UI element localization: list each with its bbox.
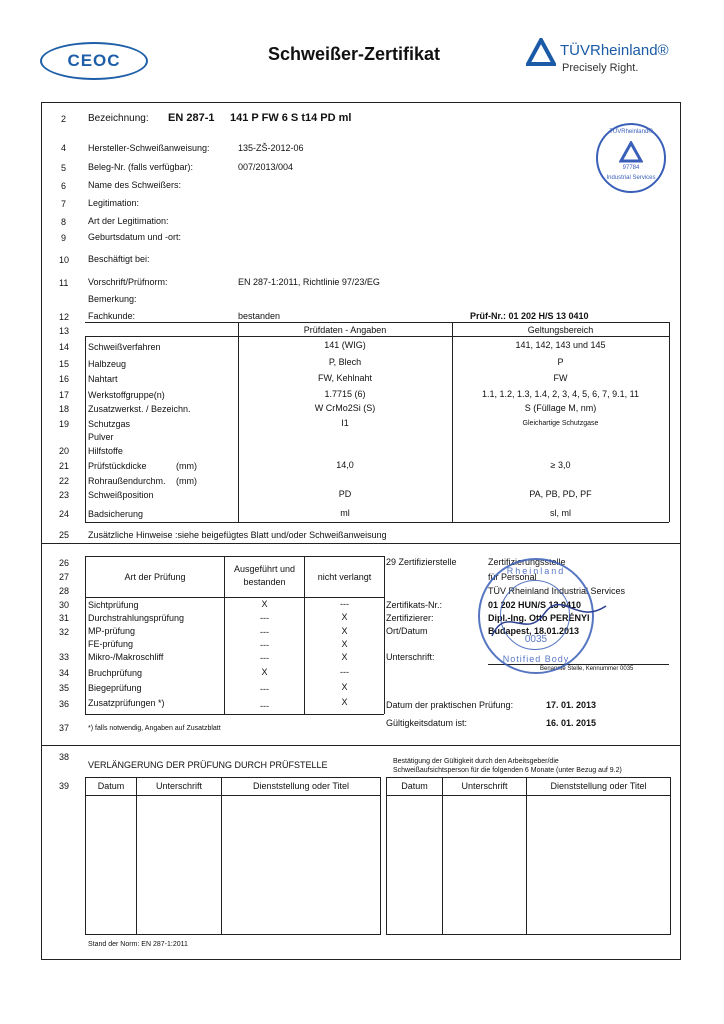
bezeichnung-value: 141 P FW 6 S t14 PD ml [230, 112, 352, 124]
t2-n-sicht: --- [340, 599, 349, 609]
cert-nr-value: 01 202 HUN/S 13 0410 [488, 600, 582, 610]
row-number: 24 [59, 509, 70, 519]
row-number: 17 [59, 390, 70, 400]
t1-label-hilfstoffe: Hilfstoffe [88, 446, 123, 456]
row-number: 23 [59, 490, 70, 500]
ext-left-col-unterschrift: Unterschrift [155, 781, 202, 791]
t2-label-fe: FE-prüfung [88, 639, 134, 649]
ceoc-logo [40, 42, 148, 80]
vorschrift-value: EN 287-1:2011, Richtlinie 97/23/EG [238, 277, 380, 287]
t1-pruef-halbzeug: P, Blech [328, 357, 362, 367]
table1-right-border [669, 322, 670, 522]
row-number: 18 [59, 404, 70, 414]
t2-a-durch: --- [260, 613, 269, 623]
tuv-stamp-triangle-icon [619, 141, 643, 163]
stamp-top-line-3: Industrial Services [606, 175, 656, 181]
t2-label-bruch: Bruchprüfung [88, 668, 143, 678]
row-number: 27 [59, 572, 70, 582]
extension-right-title-2: Schweißaufsichtsperson für die folgenden 6 Monate (unter Bezug auf 9.2) [393, 767, 622, 774]
t2-label-durch: Durchstrahlungsprüfung [88, 613, 185, 623]
beschaeftigt-label: Beschäftigt bei: [88, 254, 150, 264]
row-number: 36 [59, 699, 70, 709]
hersteller-label: Hersteller-Schweißanweisung: [88, 143, 210, 153]
row-number: 22 [59, 476, 70, 486]
cert-ort-label: Ort/Datum [386, 626, 428, 636]
t1-geltung-position: PA, PB, PD, PF [529, 489, 592, 499]
t2-a-biege: --- [260, 684, 269, 694]
ext-right-col-unterschrift: Unterschrift [461, 781, 508, 791]
table2-head-ausgefuehrt [225, 563, 304, 589]
t1-label-pulver: Pulver [88, 432, 114, 442]
t2-a-mikro: --- [260, 653, 269, 663]
row-number: 15 [59, 359, 70, 369]
t2-n-mp: X [341, 626, 348, 636]
table1-head-geltung: Geltungsbereich [527, 325, 594, 335]
section-separator [41, 745, 680, 746]
t1-geltung-nahtart: FW [553, 373, 568, 383]
signature-scribble [486, 596, 616, 646]
t2-a-bruch: X [261, 667, 268, 677]
table2-head-border [85, 597, 384, 598]
t2-label-mp: MP-prüfung [88, 626, 136, 636]
name-label: Name des Schweißers: [88, 180, 182, 190]
t1-unit-dicke: (mm) [176, 461, 197, 471]
t1-label-position: Schweißposition [88, 490, 154, 500]
t1-geltung-verfahren: 141, 142, 143 und 145 [515, 340, 606, 350]
t2-label-biege: Biegeprüfung [88, 683, 142, 693]
row-number: 2 [61, 114, 67, 124]
cert-stelle-value-3: TÜV Rheinland Industrial Services [488, 586, 626, 596]
table2-head-art: Art der Prüfung [124, 572, 186, 582]
fachkunde-value: bestanden [238, 311, 281, 321]
t1-geltung-halbzeug: P [557, 357, 564, 367]
vorschrift-label: Vorschrift/Prüfnorm: [88, 277, 168, 287]
t1-pruef-verfahren: 141 (WIG) [324, 340, 366, 350]
table2-bottom-border [85, 714, 384, 715]
extension-right-table [386, 777, 671, 935]
table1-head-pruef: Prüfdaten - Angaben [303, 325, 387, 335]
t2-n-durch: X [341, 612, 348, 622]
tuv-stamp-top [596, 123, 666, 193]
tuv-brand: TÜVRheinland® [560, 42, 669, 59]
row-number: 21 [59, 461, 70, 471]
cert-praktisch-value: 17. 01. 2013 [546, 700, 597, 710]
row-number: 6 [61, 181, 67, 191]
row-number: 34 [59, 668, 70, 678]
beleg-value: 007/2013/004 [238, 162, 294, 172]
row-number: 35 [59, 683, 70, 693]
t2-n-biege: X [341, 682, 348, 692]
t1-unit-rohr: (mm) [176, 476, 197, 486]
row-number: 33 [59, 652, 70, 662]
hersteller-value: 135-ZŠ-2012-06 [238, 143, 304, 153]
t1-pruef-bad: ml [340, 508, 350, 518]
row-number: 8 [61, 217, 67, 227]
t1-label-halbzeug: Halbzeug [88, 359, 127, 369]
cert-gueltig-value: 16. 01. 2015 [546, 718, 597, 728]
t2-a-sicht: X [261, 599, 268, 609]
t1-label-dicke: Prüfstückdicke [88, 461, 147, 471]
t2-label-zusatzpruef: Zusatzprüfungen *) [88, 698, 165, 708]
row-number: 38 [59, 752, 70, 762]
t1-pruef-nahtart: FW, Kehlnaht [317, 373, 373, 383]
t1-label-verfahren: Schweißverfahren [88, 342, 161, 352]
t1-geltung-werkstoff: 1.1, 1.2, 1.3, 1.4, 2, 3, 4, 5, 6, 7, 9.1, 11 [482, 389, 639, 399]
row-number: 31 [59, 613, 70, 623]
row-number: 4 [61, 143, 67, 153]
t2-label-mikro: Mikro-/Makroschliff [88, 652, 164, 662]
ceoc-logo-text: CEOC [67, 51, 121, 70]
t1-geltung-zusatz: S (Füllage M, nm) [524, 403, 597, 413]
t2-n-zusatzpruef: X [341, 697, 348, 707]
cert-stelle-label: 29 Zertifizierstelle [386, 557, 457, 567]
t1-pruef-position: PD [338, 489, 352, 499]
geburt-label: Geburtsdatum und -ort: [88, 232, 182, 242]
t1-pruef-schutzgas: I1 [341, 418, 349, 428]
t1-pruef-zusatz: W CrMo2Si (S) [314, 403, 376, 413]
bezeichnung-norm: EN 287-1 [168, 112, 215, 124]
row-number: 16 [59, 374, 70, 384]
extension-right-title-1: Bestätigung der Gültigkeit durch den Arbeitsgeber/die [393, 758, 559, 765]
t2-a-mp: --- [260, 627, 269, 637]
cert-benannte: Benannte Stelle, Kennummer 0035 [540, 666, 634, 672]
row-number: 25 [59, 530, 70, 540]
table1-bottom-border [85, 522, 669, 523]
table2-head-nicht: nicht verlangt [317, 572, 372, 582]
cert-gueltig-label: Gültigkeitsdatum ist: [386, 718, 468, 728]
cert-zertifizierer-label: Zertifizierer: [386, 613, 434, 623]
row-number: 39 [59, 781, 70, 791]
fachkunde-label: Fachkunde: [88, 311, 136, 321]
ext-left-col-dienst: Dienststellung oder Titel [252, 781, 350, 791]
cert-zertifizierer-value: Dipl.-Ing. Otto PERÉNYI [488, 613, 590, 623]
t2-label-sicht: Sichtprüfung [88, 600, 139, 610]
row-number: 13 [59, 326, 70, 336]
row-number: 9 [61, 233, 67, 243]
cert-stelle-value-2: für Personal [488, 572, 537, 582]
table1-head-border [85, 336, 669, 337]
row-number: 12 [59, 312, 70, 322]
cert-unterschrift-label: Unterschrift: [386, 652, 435, 662]
ext-right-col-datum: Datum [401, 781, 428, 791]
bezeichnung-label: Bezeichnung: [88, 113, 149, 124]
extension-left-table [85, 777, 381, 935]
t1-pruef-dicke: 14,0 [336, 460, 354, 470]
extension-left-title: VERLÄNGERUNG DER PRÜFUNG DURCH PRÜFSTELLE [88, 760, 328, 770]
row-number: 28 [59, 586, 70, 596]
t1-geltung-dicke: ≥ 3,0 [550, 460, 571, 470]
row-number: 30 [59, 600, 70, 610]
legitimation-label: Legitimation: [88, 198, 140, 208]
cert-nr-label: Zertifikats-Nr.: [386, 600, 443, 610]
stamp-top-line-1: TÜVRheinland® [609, 129, 653, 135]
row-number: 32 [59, 627, 70, 637]
stamp-notified-bottom: Notified Body [502, 654, 570, 664]
row-number: 10 [59, 255, 70, 265]
t1-label-rohr: Rohraußendurchm. [88, 476, 166, 486]
t2-a-zusatzpruef: --- [260, 701, 269, 711]
t1-label-werkstoff: Werkstoffgruppe(n) [88, 390, 165, 400]
ext-left-col-datum: Datum [97, 781, 125, 791]
row-number: 5 [61, 163, 67, 173]
t1-label-schutzgas: Schutzgas [88, 419, 131, 429]
cert-praktisch-label: Datum der praktischen Prüfung: [386, 700, 514, 710]
t2-n-fe: X [341, 639, 348, 649]
table2-footnote: *) falls notwendig, Angaben auf Zusatzblatt [88, 725, 221, 732]
t2-n-bruch: --- [340, 667, 349, 677]
pruef-nr: Prüf-Nr.: 01 202 H/S 13 0410 [470, 311, 589, 321]
stamp-notified-number: 0035 [524, 634, 548, 645]
table2-top-border [85, 556, 384, 557]
table2-head-ausgefuehrt-text: Ausgeführt und bestanden [233, 564, 296, 587]
row-number: 14 [59, 342, 70, 352]
t1-geltung-schutzgas: Gleichartige Schutzgase [522, 420, 599, 427]
row-number: 11 [59, 278, 69, 288]
tuv-triangle-icon [526, 38, 556, 66]
stamp-notified-top: Rheinland [506, 566, 566, 576]
t1-label-nahtart: Nahtart [88, 374, 118, 384]
cert-ort-value: Budapest, 18.01.2013 [488, 626, 580, 636]
row-number: 26 [59, 558, 70, 568]
section-separator [41, 543, 680, 544]
page-title: Schweißer-Zertifikat [268, 44, 441, 64]
table1-left-border [85, 336, 86, 522]
t1-label-bad: Badsicherung [88, 509, 144, 519]
t1-geltung-bad: sl, ml [550, 508, 571, 518]
art-legitimation-label: Art der Legitimation: [88, 216, 169, 226]
beleg-label: Beleg-Nr. (falls verfügbar): [88, 162, 194, 172]
t1-label-zusatz: Zusatzwerkst. / Bezeichn. [88, 404, 191, 414]
cert-stelle-value-1: Zertifizierungsstelle [488, 557, 566, 567]
t1-pruef-werkstoff: 1.7715 (6) [324, 389, 366, 399]
row-number: 19 [59, 419, 70, 429]
t2-n-mikro: X [341, 652, 348, 662]
row-number: 37 [59, 723, 70, 733]
hinweise: Zusätzliche Hinweise :siehe beigefügtes Blatt und/oder Schweißanweisung [88, 530, 387, 540]
table2-right-border [384, 556, 385, 714]
stamp-top-line-2: 97784 [622, 165, 640, 171]
table1-top-border [85, 322, 669, 323]
row-number: 20 [59, 446, 70, 456]
tuv-tagline: Precisely Right. [562, 62, 639, 74]
t2-a-fe: --- [260, 640, 269, 650]
bemerkung-label: Bemerkung: [88, 294, 137, 304]
row-number: 7 [61, 199, 67, 209]
footer-norm: Stand der Norm: EN 287-1:2011 [88, 941, 188, 948]
ext-right-col-dienst: Dienststellung oder Titel [550, 781, 647, 791]
